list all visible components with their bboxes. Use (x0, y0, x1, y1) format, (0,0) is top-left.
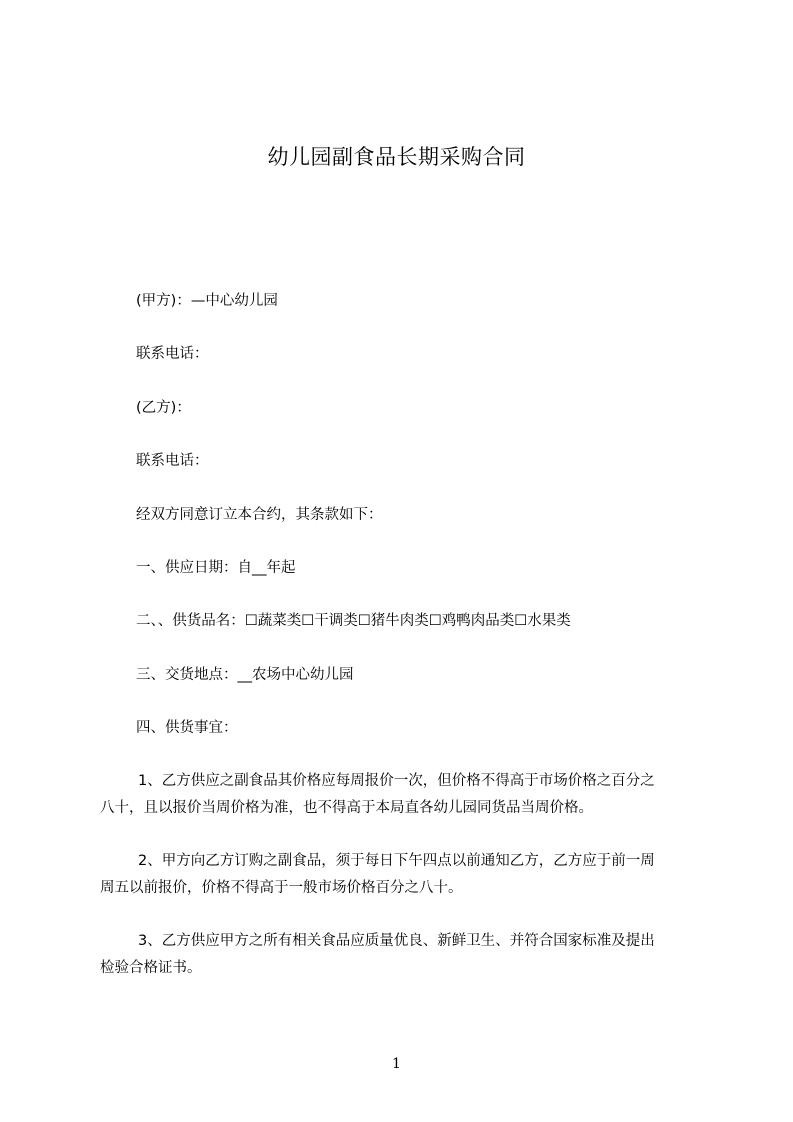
party-b-phone-line: 联系电话： (136, 453, 209, 469)
agreement-intro-line: 经双方同意订立本合约，其条款如下： (136, 507, 383, 523)
clause-supply-matters: 四、供货事宜： (136, 720, 238, 736)
document-title: 幼儿园副食品长期采购合同 (267, 145, 526, 169)
supply-item-3-line-1: 3、乙方供应甲方之所有相关食品应质量优良、新鲜卫生、并符合国家标准及提出 (138, 933, 655, 949)
clause-supply-date: 一、供应日期：自__年起 (136, 560, 296, 576)
supply-item-2 (100, 851, 710, 905)
party-a-phone-line: 联系电话： (136, 346, 209, 362)
supply-item-1-line-2: 八十，且以报价当周价格为准，也不得高于本局直各幼儿园同货品当周价格。 (100, 800, 593, 816)
supply-item-2-line-2: 周五以前报价，价格不得高于一般市场价格百分之八十。 (100, 880, 463, 896)
page-number: 1 (392, 1056, 401, 1072)
clause-delivery-location: 三、交货地点：__农场中心幼儿园 (136, 667, 354, 683)
party-a-line: (甲方)：—中心幼儿园 (136, 293, 278, 309)
supply-item-3 (100, 931, 710, 985)
supply-item-3-line-2: 检验合格证书。 (100, 960, 202, 976)
supply-item-1 (100, 771, 710, 825)
supply-item-2-line-1: 2、甲方向乙方订购之副食品，须于每日下午四点以前通知乙方，乙方应于前一周 (138, 853, 655, 869)
supply-item-1-line-1: 1、乙方供应之副食品其价格应每周报价一次，但价格不得高于市场价格之百分之 (138, 773, 655, 789)
clause-product-names: 二、、供货品名：☐蔬菜类☐干调类☐猪牛肉类☐鸡鸭肉品类☐水果类 (136, 613, 571, 629)
party-b-line: (乙方)： (136, 400, 191, 416)
